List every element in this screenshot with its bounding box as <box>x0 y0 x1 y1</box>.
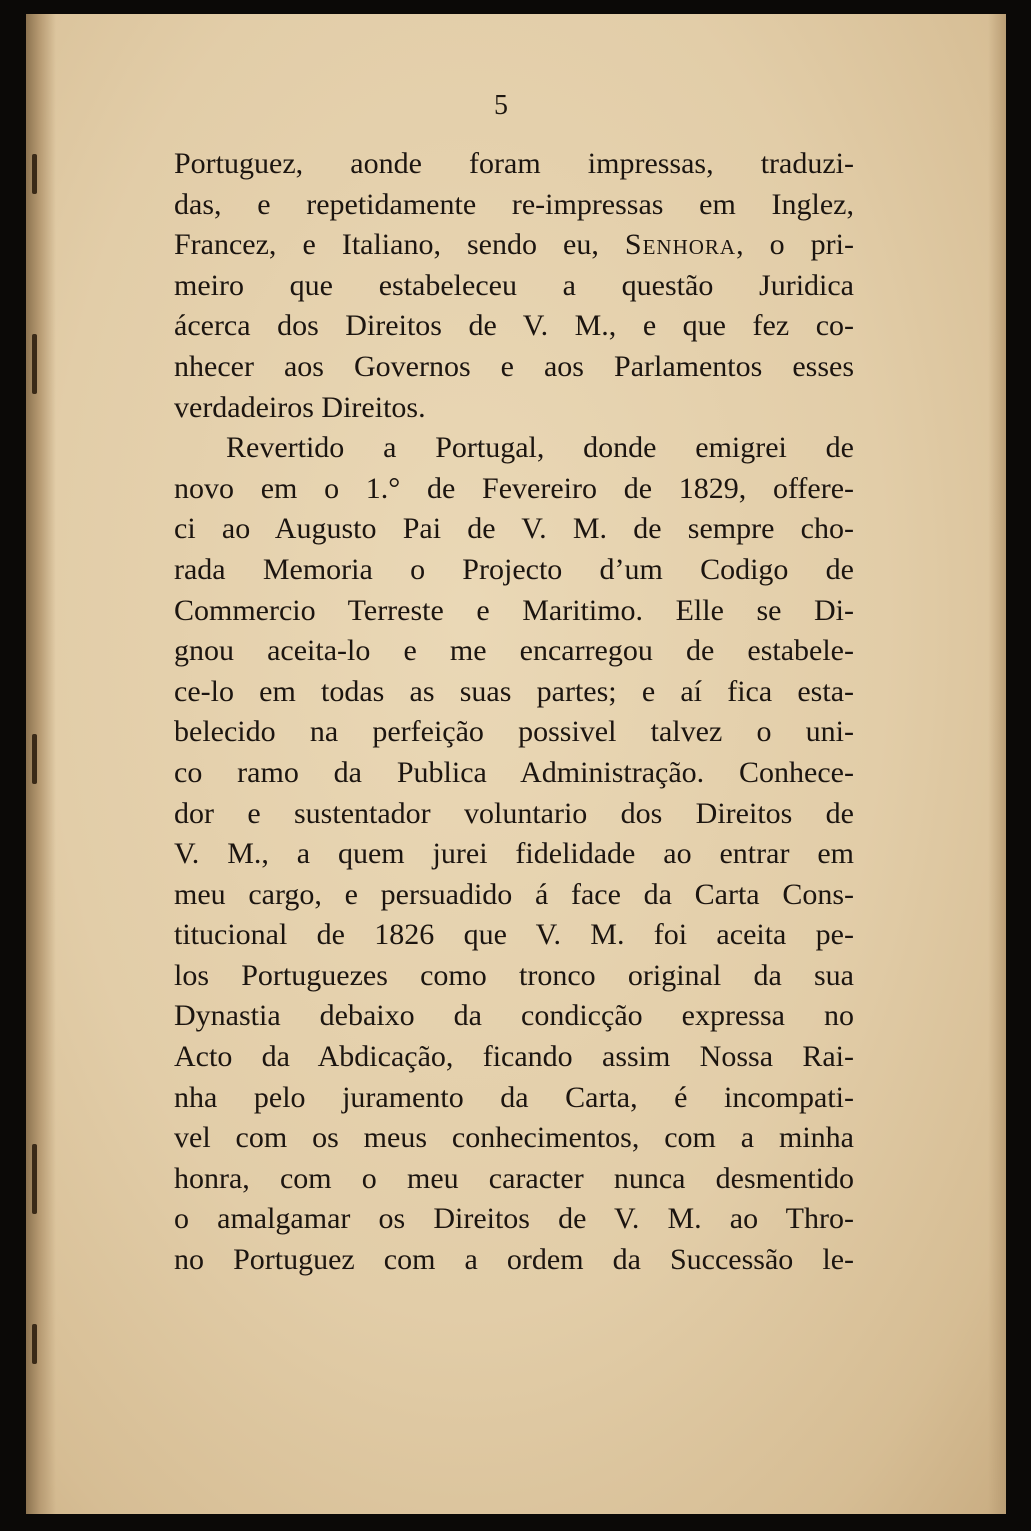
text-line: Commercio Terreste e Maritimo. Elle se Di- <box>174 593 854 627</box>
text-line <box>174 225 854 266</box>
binding-stitch <box>32 1144 37 1214</box>
body-text <box>174 144 854 1281</box>
text-line: gnou aceita-lo e me encarregou de estabele- <box>174 634 854 668</box>
text-line: das, e repetidamente re-impressas em Inglez, <box>174 187 854 221</box>
text-line: Portuguez, aonde foram impressas, traduzi- <box>174 147 854 180</box>
binding-stitch <box>32 1324 37 1364</box>
paragraph-first-line: Revertido a Portugal, donde emigrei de <box>226 431 854 465</box>
text-line: novo em o 1.° de Fevereiro de 1829, offere- <box>174 471 854 505</box>
small-caps-word: Senhora <box>624 228 737 262</box>
text-line: Acto da Abdicação, ficando assim Nossa Rai- <box>174 1040 854 1074</box>
text-line: ci ao Augusto Pai de V. M. de sempre cho- <box>174 512 854 546</box>
text-line: meu cargo, e persuadido á face da Carta Cons- <box>174 877 854 911</box>
text-segment: , o pri- <box>736 228 854 262</box>
text-line: vel com os meus conhecimentos, com a minha <box>174 1121 854 1155</box>
text-line: meiro que estabeleceu a questão Juridica <box>174 268 854 302</box>
text-line: nhecer aos Governos e aos Parlamentos esses <box>174 349 854 383</box>
text-line: honra, com o meu caracter nunca desmentido <box>174 1161 854 1195</box>
page-edge-shadow <box>988 14 1006 1514</box>
text-segment: Francez, e Italiano, sendo eu, <box>174 228 625 262</box>
text-line: verdadeiros Direitos. <box>174 390 426 424</box>
text-line: nha pelo juramento da Carta, é incompati- <box>174 1080 854 1114</box>
binding-stitch <box>32 734 37 784</box>
text-line: rada Memoria o Projecto d’um Codigo de <box>174 552 854 586</box>
text-line: ce-lo em todas as suas partes; e aí fica esta- <box>174 674 854 708</box>
book-page <box>26 14 1006 1514</box>
binding-stitch <box>32 154 37 194</box>
text-line: co ramo da Publica Administração. Conhece- <box>174 755 854 789</box>
text-line: Dynastia debaixo da condicção expressa no <box>174 999 854 1033</box>
page-number: 5 <box>494 90 508 121</box>
text-line: V. M., a quem jurei fidelidade ao entrar em <box>174 837 854 871</box>
text-line: o amalgamar os Direitos de V. M. ao Thro- <box>174 1202 854 1236</box>
binding-gutter <box>26 14 56 1514</box>
text-line: belecido na perfeição possivel talvez o uni- <box>174 715 854 749</box>
text-line: no Portuguez com a ordem da Successão le- <box>174 1243 854 1277</box>
binding-stitch <box>32 334 37 394</box>
text-line: dor e sustentador voluntario dos Direitos de <box>174 796 854 830</box>
text-line: los Portuguezes como tronco original da sua <box>174 958 854 992</box>
text-line: ácerca dos Direitos de V. M., e que fez co- <box>174 309 854 343</box>
text-line: titucional de 1826 que V. M. foi aceita pe- <box>174 918 854 952</box>
